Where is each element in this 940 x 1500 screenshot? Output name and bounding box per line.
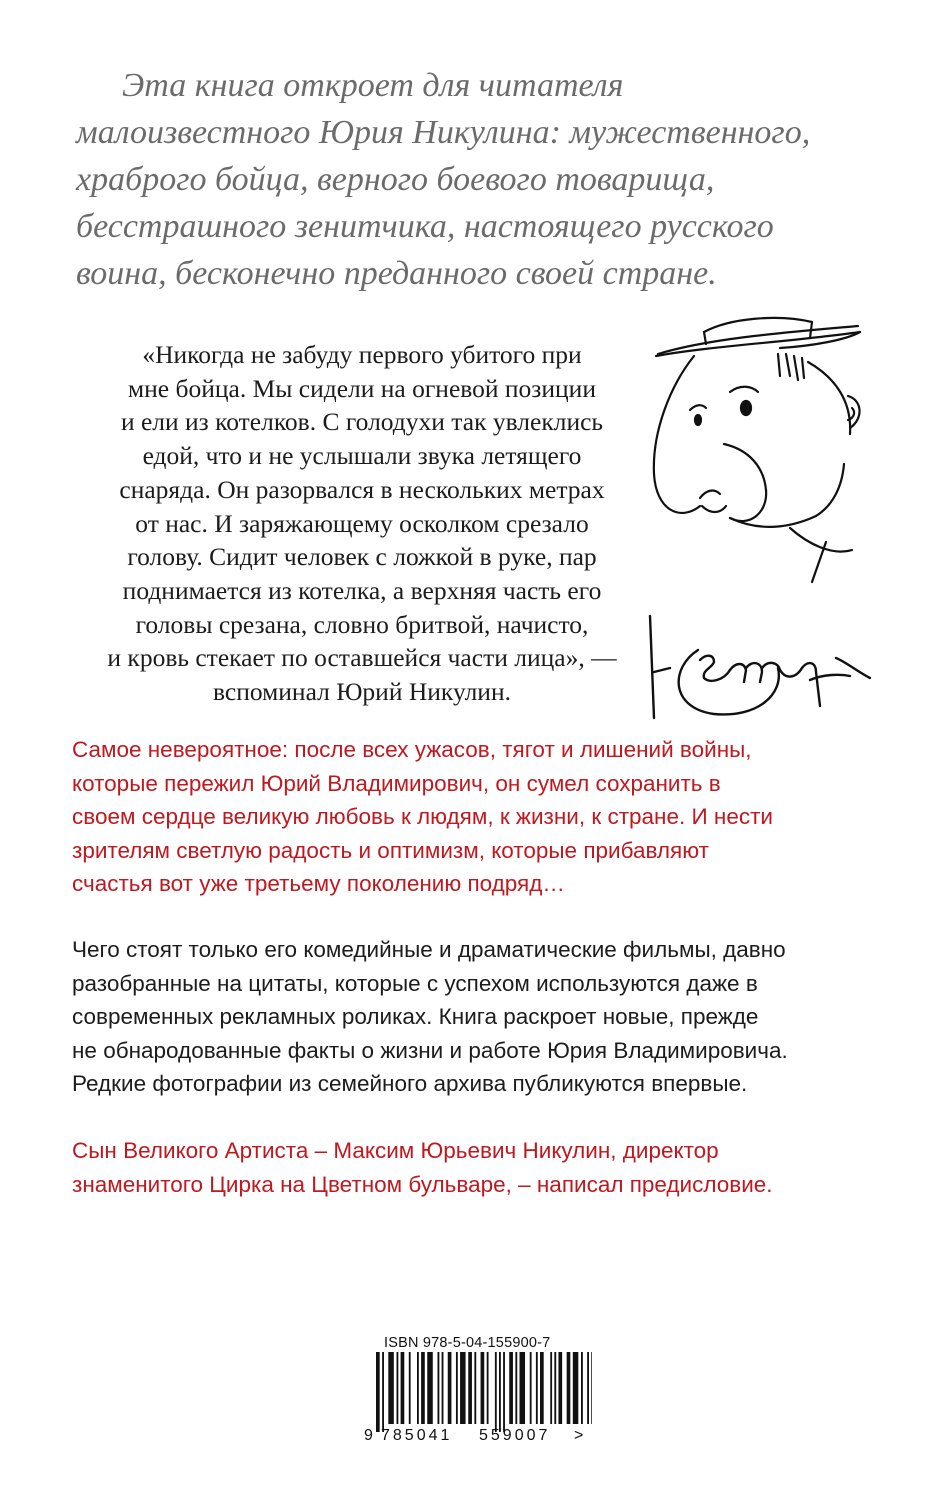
barcode-bar: [573, 1352, 579, 1424]
barcode-bar: [558, 1352, 562, 1424]
autograph-signature: [640, 598, 880, 728]
intro-line: храброго бойца, верного боевого товарища,: [76, 161, 715, 198]
quote-line: голову. Сидит человек с ложкой в руке, пар: [127, 542, 597, 572]
quote-line: «Никогда не забуду первого убитого при: [142, 340, 582, 369]
barcode-bar: [550, 1352, 552, 1424]
barcode-bar: [442, 1352, 444, 1424]
text-line: разобранные на цитаты, которые с успехом используются даже в: [72, 970, 758, 996]
text-line: Самое невероятное: после всех ужасов, тягот и лишений войны,: [72, 737, 752, 762]
text-line: не обнародованные факты о жизни и работе Юрия Владимировича.: [72, 1037, 788, 1063]
quote-line: головы срезана, словно бритвой, начисто,: [135, 609, 589, 639]
intro-line: воина, бесконечно преданного своей стране.: [76, 255, 717, 292]
text-line: которые пережил Юрий Владимирович, он сумел сохранить в: [72, 770, 721, 796]
barcode-bar: [587, 1352, 589, 1424]
quote-line: мне бойца. Мы сидели на огневой позиции: [128, 373, 596, 403]
text-line: счастья вот уже третьему поколению подряд…: [72, 871, 565, 896]
highlight-paragraph-1: [72, 733, 773, 901]
barcode-bar: [401, 1352, 405, 1424]
quote-line: и ели из котелков. С голодухи так увлеклись: [120, 407, 604, 437]
barcode-bar: [456, 1352, 458, 1424]
isbn-label: ISBN 978-5-04-155900-7: [384, 1335, 551, 1351]
barcode-digits-left: 785041: [381, 1427, 453, 1444]
barcode-bar: [421, 1352, 425, 1424]
intro-line: бесстрашного зенитчика, настоящего русского: [76, 208, 774, 245]
barcode-bar: [591, 1352, 592, 1424]
text-line: Редкие фотографии из семейного архива публикуются впервые.: [72, 1071, 748, 1096]
barcode-bar: [481, 1352, 485, 1424]
barcode-bar: [382, 1352, 384, 1432]
quote-paragraph: [72, 338, 652, 709]
barcode-bar: [499, 1352, 501, 1432]
quote-line: вспоминал Юрий Никулин.: [213, 677, 511, 707]
quote-line: от нас. И заряжающему осколком срезало: [135, 508, 589, 538]
barcode-bar: [468, 1352, 472, 1424]
quote-line: снаряда. Он разорвался в нескольких метрах: [119, 474, 605, 504]
text-line: зрителям светлую радость и оптимизм, которые прибавляют: [72, 837, 709, 863]
barcode-bar: [388, 1352, 394, 1424]
barcode-bar: [438, 1352, 440, 1424]
barcode-bar: [448, 1352, 452, 1424]
barcode-bar: [409, 1352, 411, 1424]
body-paragraph: [72, 933, 788, 1101]
quote-line: и кровь стекает по оставшейся части лица», —: [107, 643, 617, 673]
barcode-bar: [567, 1352, 571, 1424]
barcode-bar: [427, 1352, 433, 1424]
barcode-bar: [509, 1352, 513, 1424]
barcode-digit-first: 9: [364, 1427, 373, 1444]
barcode-bar: [536, 1352, 538, 1424]
caricature-drawing: [640, 292, 870, 587]
barcode-marker: >: [574, 1427, 584, 1444]
intro-line: Эта книга откроет для читателя: [122, 67, 624, 104]
text-line: Сын Великого Артиста – Максим Юрьевич Никулин, директор: [72, 1138, 719, 1163]
barcode-bar: [503, 1352, 505, 1432]
text-line: современных рекламных роликах. Книга раскроет новые, прежде: [72, 1004, 759, 1029]
barcode-bar: [460, 1352, 466, 1424]
barcode-bar: [474, 1352, 476, 1424]
barcode-bar: [515, 1352, 517, 1424]
intro-paragraph: [76, 62, 896, 297]
barcode: [362, 1352, 592, 1444]
quote-line: едой, что и не услышали звука летящего: [142, 441, 582, 471]
barcode-bar: [581, 1352, 583, 1424]
intro-line: малоизвестного Юрия Никулина: мужественного,: [76, 114, 811, 151]
text-line: Чего стоят только его комедийные и драматические фильмы, давно: [72, 937, 786, 962]
barcode-bar: [495, 1352, 497, 1432]
quote-line: поднимается из котелка, а верхняя часть его: [122, 575, 602, 605]
highlight-paragraph-2: [72, 1134, 773, 1201]
barcode-bar: [554, 1352, 556, 1424]
barcode-bar: [417, 1352, 419, 1424]
barcode-bar: [397, 1352, 399, 1424]
barcode-bar: [487, 1352, 489, 1424]
text-line: знаменитого Цирка на Цветном бульваре, – написал предисловие.: [72, 1171, 773, 1197]
barcode-bar: [530, 1352, 532, 1424]
barcode-bar: [520, 1352, 526, 1424]
barcode-bar: [540, 1352, 544, 1424]
barcode-digits-right: 559007: [479, 1427, 551, 1444]
barcode-bars: [376, 1352, 592, 1432]
text-line: своем сердце великую любовь к людям, к жизни, к стране. И нести: [72, 804, 773, 829]
barcode-bar: [376, 1352, 380, 1432]
